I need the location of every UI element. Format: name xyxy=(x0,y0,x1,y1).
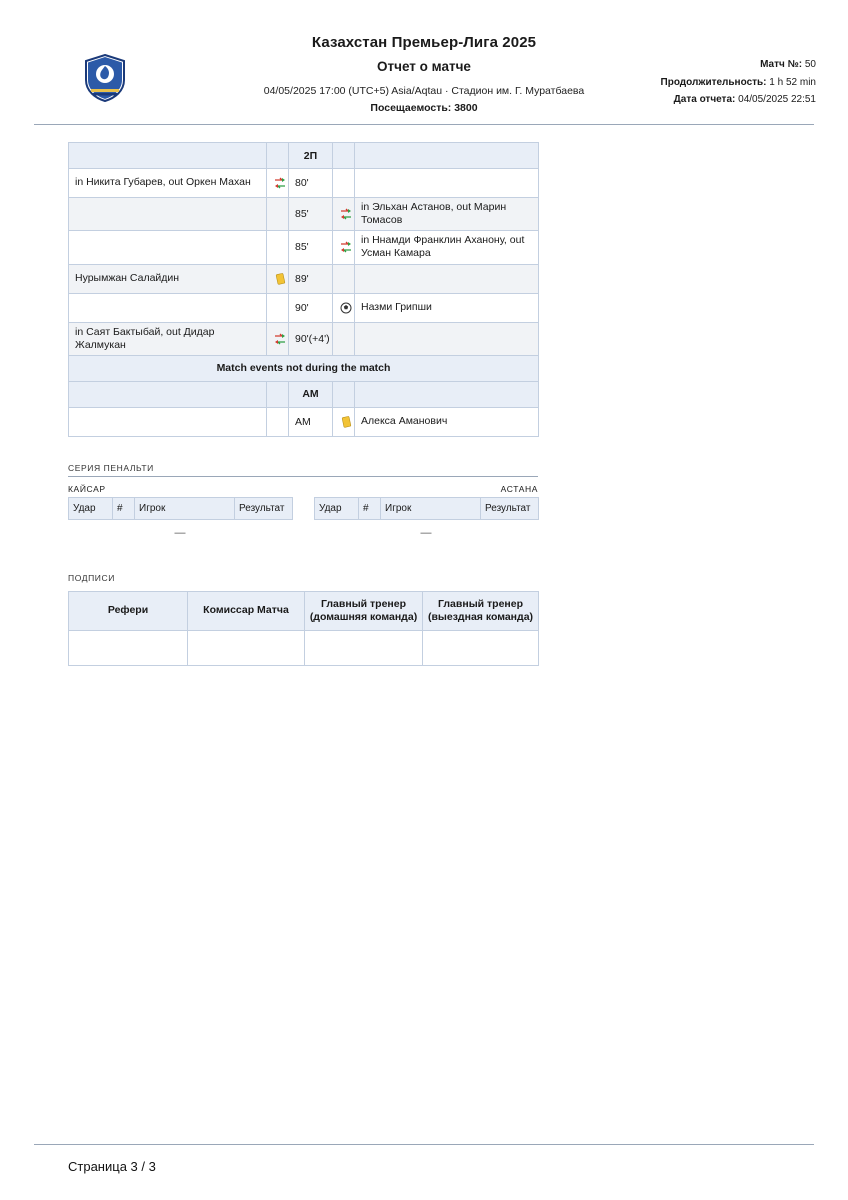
penalty-col-number: # xyxy=(113,497,135,519)
event-time: АМ xyxy=(289,407,333,436)
signature-col-away-coach-line2: (выездная команда) xyxy=(427,610,534,623)
event-away-icon-cell xyxy=(333,169,355,198)
signature-col-home-coach-line1: Главный тренер xyxy=(320,597,407,610)
event-home-player xyxy=(69,293,267,322)
event-home-player xyxy=(69,231,267,264)
table-row xyxy=(69,231,539,264)
page-title: Отчет о матче xyxy=(377,59,471,74)
report-date-value: 04/05/2025 22:51 xyxy=(738,94,816,105)
signature-field-away-coach[interactable] xyxy=(423,630,539,665)
goal-icon xyxy=(333,293,355,322)
penalty-col-shot: Удар xyxy=(69,497,113,519)
attendance xyxy=(144,102,704,114)
match-events-table xyxy=(68,142,539,437)
table-row xyxy=(69,322,539,355)
event-home-player xyxy=(69,407,267,436)
page-header xyxy=(0,0,848,131)
signature-col-home-coach-line2: (домашняя команда) xyxy=(309,610,418,623)
event-away-player: Назми Грипши xyxy=(355,293,539,322)
table-row xyxy=(69,198,539,231)
signature-col-referee: Рефери xyxy=(69,591,188,630)
yellow-card-icon xyxy=(333,407,355,436)
signatures-table xyxy=(68,591,539,666)
penalty-section-divider xyxy=(68,476,538,477)
period-header-home-icon xyxy=(267,143,289,169)
header-meta-block xyxy=(661,56,816,109)
event-away-player: in Эльхан Астанов, out Марин Томасов xyxy=(355,198,539,231)
header-divider xyxy=(34,124,814,125)
penalty-home-table xyxy=(68,497,293,520)
match-duration-label: Продолжительность: xyxy=(660,76,767,88)
event-away-icon-cell xyxy=(333,264,355,293)
post-match-header-row xyxy=(69,381,539,407)
am-header-time: АМ xyxy=(289,381,333,407)
table-row xyxy=(69,293,539,322)
table-row xyxy=(69,407,539,436)
event-away-player xyxy=(355,169,539,198)
event-home-player: Нурымжан Салайдин xyxy=(69,264,267,293)
penalty-home-block xyxy=(68,484,292,539)
penalty-away-block xyxy=(314,484,538,539)
am-header-away-icon xyxy=(333,381,355,407)
event-time: 90' xyxy=(289,293,333,322)
event-home-player: in Никита Губарев, out Оркен Махан xyxy=(69,169,267,198)
signature-col-away-coach-line1: Главный тренер xyxy=(437,597,524,610)
event-home-icon-cell xyxy=(267,198,289,231)
event-home-player: in Саят Бактыбай, out Дидар Жалмукан xyxy=(69,322,267,355)
period-header-home xyxy=(69,143,267,169)
signatures-header-row xyxy=(69,591,539,630)
penalty-col-number: # xyxy=(359,497,381,519)
penalty-shootout-section xyxy=(68,484,538,539)
signature-col-home-coach xyxy=(305,591,423,630)
match-number-value: 50 xyxy=(804,59,816,70)
events-period-header-row xyxy=(69,143,539,169)
signature-col-away-coach xyxy=(423,591,539,630)
penalty-home-header-row xyxy=(69,497,293,519)
penalty-col-result: Результат xyxy=(235,497,293,519)
penalty-away-team: АСТАНА xyxy=(500,483,538,494)
penalty-col-shot: Удар xyxy=(315,497,359,519)
match-duration xyxy=(661,74,816,92)
penalty-col-result: Результат xyxy=(481,497,539,519)
post-match-band-row xyxy=(69,355,539,381)
event-home-icon-cell xyxy=(267,407,289,436)
substitution-icon xyxy=(333,198,355,231)
table-row xyxy=(69,264,539,293)
event-home-icon-cell xyxy=(267,293,289,322)
penalty-away-empty: — xyxy=(420,526,432,539)
attendance-label: Посещаемость: xyxy=(370,102,452,114)
signatures-blank-row[interactable] xyxy=(69,630,539,665)
match-meta: 04/05/2025 17:00 (UTC+5) Asia/Aqtau · Стадион им. Г. Муратбаева xyxy=(263,85,585,97)
competition-title: Казахстан Премьер-Лига 2025 xyxy=(311,34,537,51)
substitution-icon xyxy=(333,231,355,264)
event-away-player xyxy=(355,264,539,293)
period-header-away xyxy=(355,143,539,169)
report-date-label: Дата отчета: xyxy=(673,94,736,105)
signature-field-commissioner[interactable] xyxy=(188,630,305,665)
yellow-card-icon xyxy=(267,264,289,293)
event-time: 85' xyxy=(289,231,333,264)
page-footer xyxy=(0,1144,848,1200)
match-number-label: Матч №: xyxy=(760,59,803,70)
am-header-home-icon xyxy=(267,381,289,407)
penalty-away-table xyxy=(314,497,539,520)
event-home-icon-cell xyxy=(267,231,289,264)
signature-field-referee[interactable] xyxy=(69,630,188,665)
period-header-time: 2П xyxy=(289,143,333,169)
club-crest-icon xyxy=(84,54,126,102)
match-events-section xyxy=(0,142,848,437)
am-header-away xyxy=(355,381,539,407)
am-header-home xyxy=(69,381,267,407)
event-time: 89' xyxy=(289,264,333,293)
match-number xyxy=(661,56,816,74)
event-home-player xyxy=(69,198,267,231)
signatures-section-label: ПОДПИСИ xyxy=(68,572,115,583)
event-time: 85' xyxy=(289,198,333,231)
event-away-player: in Ннамди Франклин Аханону, out Усман Камара xyxy=(355,231,539,264)
table-row xyxy=(69,169,539,198)
signature-col-commissioner: Комиссар Матча xyxy=(188,591,305,630)
substitution-icon xyxy=(267,322,289,355)
event-away-icon-cell xyxy=(333,322,355,355)
penalty-col-player: Игрок xyxy=(135,497,235,519)
period-header-away-icon xyxy=(333,143,355,169)
penalty-away-header-row xyxy=(315,497,539,519)
signature-field-home-coach[interactable] xyxy=(305,630,423,665)
event-time: 90'(+4') xyxy=(289,322,333,355)
match-duration-value: 1 h 52 min xyxy=(769,76,816,88)
page-number: Страница 3 / 3 xyxy=(68,1159,156,1174)
substitution-icon xyxy=(267,169,289,198)
penalty-col-player: Игрок xyxy=(381,497,481,519)
event-away-player xyxy=(355,322,539,355)
penalty-home-empty: — xyxy=(174,526,186,539)
header-center xyxy=(144,34,704,114)
event-away-player: Алекса Аманович xyxy=(355,407,539,436)
attendance-value: 3800 xyxy=(454,102,478,114)
penalty-home-team: КАЙСАР xyxy=(68,483,106,494)
event-time: 80' xyxy=(289,169,333,198)
penalty-section-label: СЕРИЯ ПЕНАЛЬТИ xyxy=(68,462,154,473)
post-match-band-label: Match events not during the match xyxy=(69,355,539,381)
report-date xyxy=(661,91,816,109)
